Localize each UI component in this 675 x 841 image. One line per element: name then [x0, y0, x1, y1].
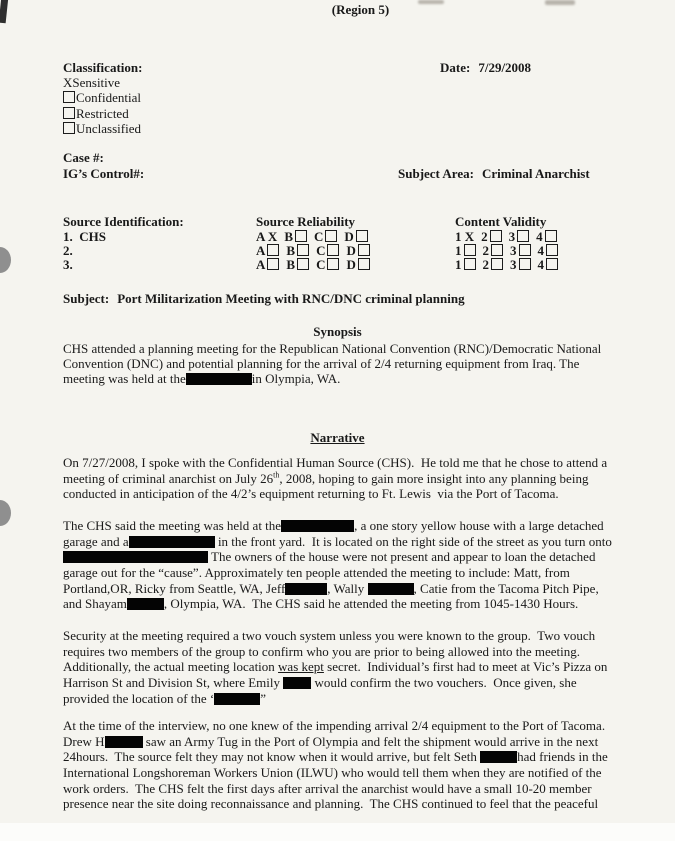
text-line	[63, 718, 608, 734]
checkbox-icon	[517, 230, 529, 242]
subject-area-value: Criminal Anarchist	[481, 166, 590, 181]
text-line	[63, 734, 608, 750]
rating-item: 1 X	[455, 229, 475, 244]
subject-line	[63, 291, 465, 307]
date-value: 7/29/2008	[478, 60, 532, 75]
source-identification-header: Source Identification:	[63, 214, 184, 229]
narrative-paragraph	[63, 455, 607, 502]
rating-item: D	[344, 229, 367, 244]
text-segment: At the time of the interview, no one knew of the impending arrival 2/4 equipment to the Port of Tacoma.	[63, 718, 606, 733]
text-segment: The CHS said the meeting was held at the	[63, 518, 282, 533]
region-header: (Region 5)	[331, 2, 390, 17]
text-line	[63, 644, 607, 660]
text-segment: The owners of the house were not present and appear to loan the detached	[208, 549, 596, 565]
checkbox-icon	[356, 230, 368, 242]
checkbox-icon	[63, 122, 75, 134]
subject-value: Port Militarization Meeting with RNC/DNC criminal planning	[117, 291, 465, 306]
redaction-bar	[281, 520, 354, 532]
text-line	[63, 796, 608, 812]
x-mark-icon: X	[63, 75, 73, 91]
text-segment: requires two members of the group to confirm who you are prior to being allowed into the meeting.	[63, 643, 580, 659]
classification-option-unclassified	[63, 121, 142, 136]
rating-item: D	[346, 257, 369, 272]
source-table-row	[63, 230, 565, 244]
ig-control-label: IG’s Control#:	[63, 165, 145, 181]
date-field	[440, 60, 531, 76]
text-line	[63, 534, 612, 550]
checkbox-icon	[325, 230, 337, 242]
rating-item: B	[286, 243, 309, 258]
checkbox-icon	[267, 244, 279, 256]
text-segment: CHS attended a planning meeting for the Republican National Convention (RNC)/Democratic National	[63, 341, 602, 356]
text-segment: garage and a	[63, 533, 129, 549]
redaction-bar	[285, 583, 327, 595]
classification-option-label: Unclassified	[76, 120, 141, 136]
source-table-row	[63, 258, 565, 272]
checkbox-icon	[327, 258, 339, 270]
checkbox-icon	[358, 244, 370, 256]
synopsis-text	[63, 341, 601, 387]
text-line	[63, 455, 607, 471]
subject-area-field	[398, 166, 590, 182]
rating-item: 2	[481, 229, 502, 244]
rating-item: 4	[536, 229, 557, 244]
narrative-paragraph	[63, 518, 612, 612]
text-line	[63, 565, 612, 581]
rating-item: C	[314, 229, 337, 244]
text-segment: Security at the meeting required a two vouch system unless you were known to the group. Two vouch	[63, 628, 596, 643]
text-segment: , Olympia, WA. The CHS said he attended the meeting from 1045-1430 Hours.	[163, 596, 579, 612]
checkbox-icon	[358, 258, 370, 270]
rating-item: C	[316, 257, 339, 272]
validity-cell	[455, 230, 564, 244]
checkbox-icon	[297, 244, 309, 256]
checkbox-icon	[63, 91, 75, 103]
text-segment: had friends in the	[517, 749, 608, 765]
text-segment: garage out for the “cause”. Approximately ten people attended the meeting to include: Matt, from	[63, 565, 570, 581]
text-line	[63, 749, 608, 765]
text-segment: was kept	[278, 659, 324, 675]
rating-item: 2	[483, 243, 504, 258]
checkbox-icon	[464, 244, 476, 256]
source-table	[63, 214, 565, 273]
rating-item: 3	[510, 243, 531, 258]
rating-item: A	[256, 243, 279, 258]
checkbox-icon	[297, 258, 309, 270]
redaction-bar	[186, 373, 252, 385]
checkbox-icon	[295, 230, 307, 242]
checkbox-icon	[327, 244, 339, 256]
text-line	[63, 518, 612, 534]
text-segment: work orders. The CHS felt the first days after arrival the anarchist would have a small 10-20 member	[63, 780, 592, 796]
redaction-bar	[368, 583, 414, 595]
checkbox-icon	[519, 258, 531, 270]
rating-item: 2	[483, 257, 504, 272]
checkbox-icon	[546, 244, 558, 256]
text-segment: , 2008, hoping to gain more insight into any planning being	[279, 470, 589, 486]
source-table-header	[63, 214, 565, 230]
text-line	[63, 659, 607, 675]
redaction-bar	[480, 751, 517, 763]
redaction-bar	[105, 736, 143, 748]
subject-label: Subject:	[63, 291, 110, 306]
classification-option-restricted	[63, 106, 142, 121]
narrative-heading: Narrative	[310, 430, 365, 445]
binder-hole-artifact	[0, 500, 11, 526]
rating-item: B	[286, 257, 309, 272]
narrative-paragraph	[63, 718, 608, 812]
rating-item: B	[284, 229, 307, 244]
rating-item: 1	[455, 243, 476, 258]
text-segment: 24hours. The source felt they may not know when it would arrive, but felt Seth	[63, 749, 481, 765]
checkbox-icon	[491, 244, 503, 256]
text-segment: Harrison St and Division St, where Emily	[63, 675, 284, 691]
validity-cell	[455, 258, 565, 272]
source-reliability-header: Source Reliability	[256, 214, 356, 229]
validity-cell	[455, 244, 565, 258]
source-table-row	[63, 244, 565, 258]
classification-option-sensitive	[63, 75, 142, 90]
text-line	[63, 341, 601, 356]
rating-item: 3	[509, 229, 530, 244]
source-id-cell: 1. CHS	[63, 229, 106, 244]
classification-option-confidential	[63, 90, 142, 105]
text-segment: Additionally, the actual meeting location	[63, 659, 279, 675]
text-line	[63, 628, 607, 644]
text-segment: Convention (DNC) and potential planning for the arrival of 2/4 returning equipment from Iraq. The	[63, 356, 580, 372]
narrative-paragraph	[63, 628, 607, 706]
text-line	[63, 765, 608, 781]
text-segment: ”	[260, 690, 267, 706]
checkbox-icon	[267, 258, 279, 270]
text-segment: conducted in anticipation of the 4/2’s equipment returning to Ft. Lewis via the Port of Tacoma.	[63, 486, 559, 502]
text-line	[63, 486, 607, 502]
redaction-bar	[129, 536, 215, 548]
case-block	[63, 150, 144, 181]
date-label: Date:	[440, 60, 471, 75]
text-line	[63, 581, 612, 597]
text-segment: Drew H	[63, 733, 105, 749]
classification-label: Classification:	[63, 60, 143, 75]
text-segment: in the front yard. It is located on the right side of the street as you turn onto	[214, 533, 612, 549]
checkbox-icon	[63, 107, 75, 119]
reliability-cell	[256, 258, 455, 272]
classification-option-label: Restricted	[76, 105, 129, 121]
text-segment: saw an Army Tug in the Port of Olympia and felt the shipment would arrive in the next	[142, 733, 599, 749]
rating-item: C	[316, 243, 339, 258]
text-line	[63, 356, 601, 371]
text-segment: would confirm the two vouchers. Once given, she	[311, 675, 577, 691]
content-validity-header: Content Validity	[455, 214, 547, 229]
subject-area-label: Subject Area:	[398, 166, 474, 181]
reliability-cell	[256, 244, 455, 258]
text-segment: secret. Individual’s first had to meet at Vic’s Pizza on	[323, 659, 608, 675]
source-table-rows	[63, 230, 565, 273]
classification-option-label: Sensitive	[72, 75, 121, 91]
classification-option-label: Confidential	[76, 90, 141, 106]
redaction-bar	[63, 551, 208, 563]
superscript: th	[273, 470, 280, 480]
classification-options	[63, 75, 142, 136]
redaction-bar	[214, 693, 260, 705]
checkbox-icon	[490, 230, 502, 242]
source-id-cell: 3.	[63, 257, 73, 273]
text-line	[63, 781, 608, 797]
text-segment: meeting was held at the	[63, 371, 186, 387]
text-segment: Portland,OR, Ricky from Seattle, WA, Jeff	[63, 580, 286, 596]
text-segment: , Catie from the Tacoma Pitch Pipe,	[413, 580, 599, 596]
redaction-bar	[283, 677, 311, 689]
text-segment: , Wally	[327, 580, 368, 596]
text-segment: meeting of criminal anarchist on July 26	[63, 470, 274, 486]
rating-item: D	[346, 243, 369, 258]
source-id-cell: 2.	[63, 243, 73, 259]
rating-item: 4	[538, 243, 559, 258]
checkbox-icon	[545, 230, 557, 242]
rating-item: 1	[455, 257, 476, 272]
checkbox-icon	[519, 244, 531, 256]
rating-item: 3	[510, 257, 531, 272]
text-segment: in Olympia, WA.	[251, 371, 341, 387]
text-segment: presence near the site doing reconnaissance and planning. The CHS continued to feel that the peaceful	[63, 796, 599, 812]
text-segment: , a one story yellow house with a large detached	[354, 518, 604, 533]
text-segment: provided the location of the ‘	[63, 690, 215, 706]
rating-item: A X	[256, 229, 278, 244]
checkbox-icon	[546, 258, 558, 270]
redaction-bar	[127, 598, 164, 610]
checkbox-icon	[464, 258, 476, 270]
classification-block	[63, 60, 142, 136]
rating-item: 4	[538, 257, 559, 272]
binder-hole-artifact	[0, 247, 11, 273]
text-line	[63, 549, 612, 565]
page-bottom-edge	[0, 823, 675, 841]
text-line	[63, 471, 607, 487]
rating-item: A	[256, 257, 279, 272]
text-segment: On 7/27/2008, I spoke with the Confidential Human Source (CHS). He told me that he chose to attend a	[63, 455, 608, 470]
checkbox-icon	[491, 258, 503, 270]
text-line	[63, 675, 607, 691]
text-segment: International Longshoreman Workers Union (ILWU) who would tell them when they are notified of the	[63, 765, 602, 781]
synopsis-heading: Synopsis	[313, 324, 362, 339]
reliability-cell	[256, 230, 455, 244]
text-line	[63, 371, 601, 386]
text-line	[63, 691, 607, 707]
case-number-label: Case #:	[63, 150, 104, 165]
text-segment: and Shayam	[63, 596, 127, 612]
text-line	[63, 596, 612, 612]
